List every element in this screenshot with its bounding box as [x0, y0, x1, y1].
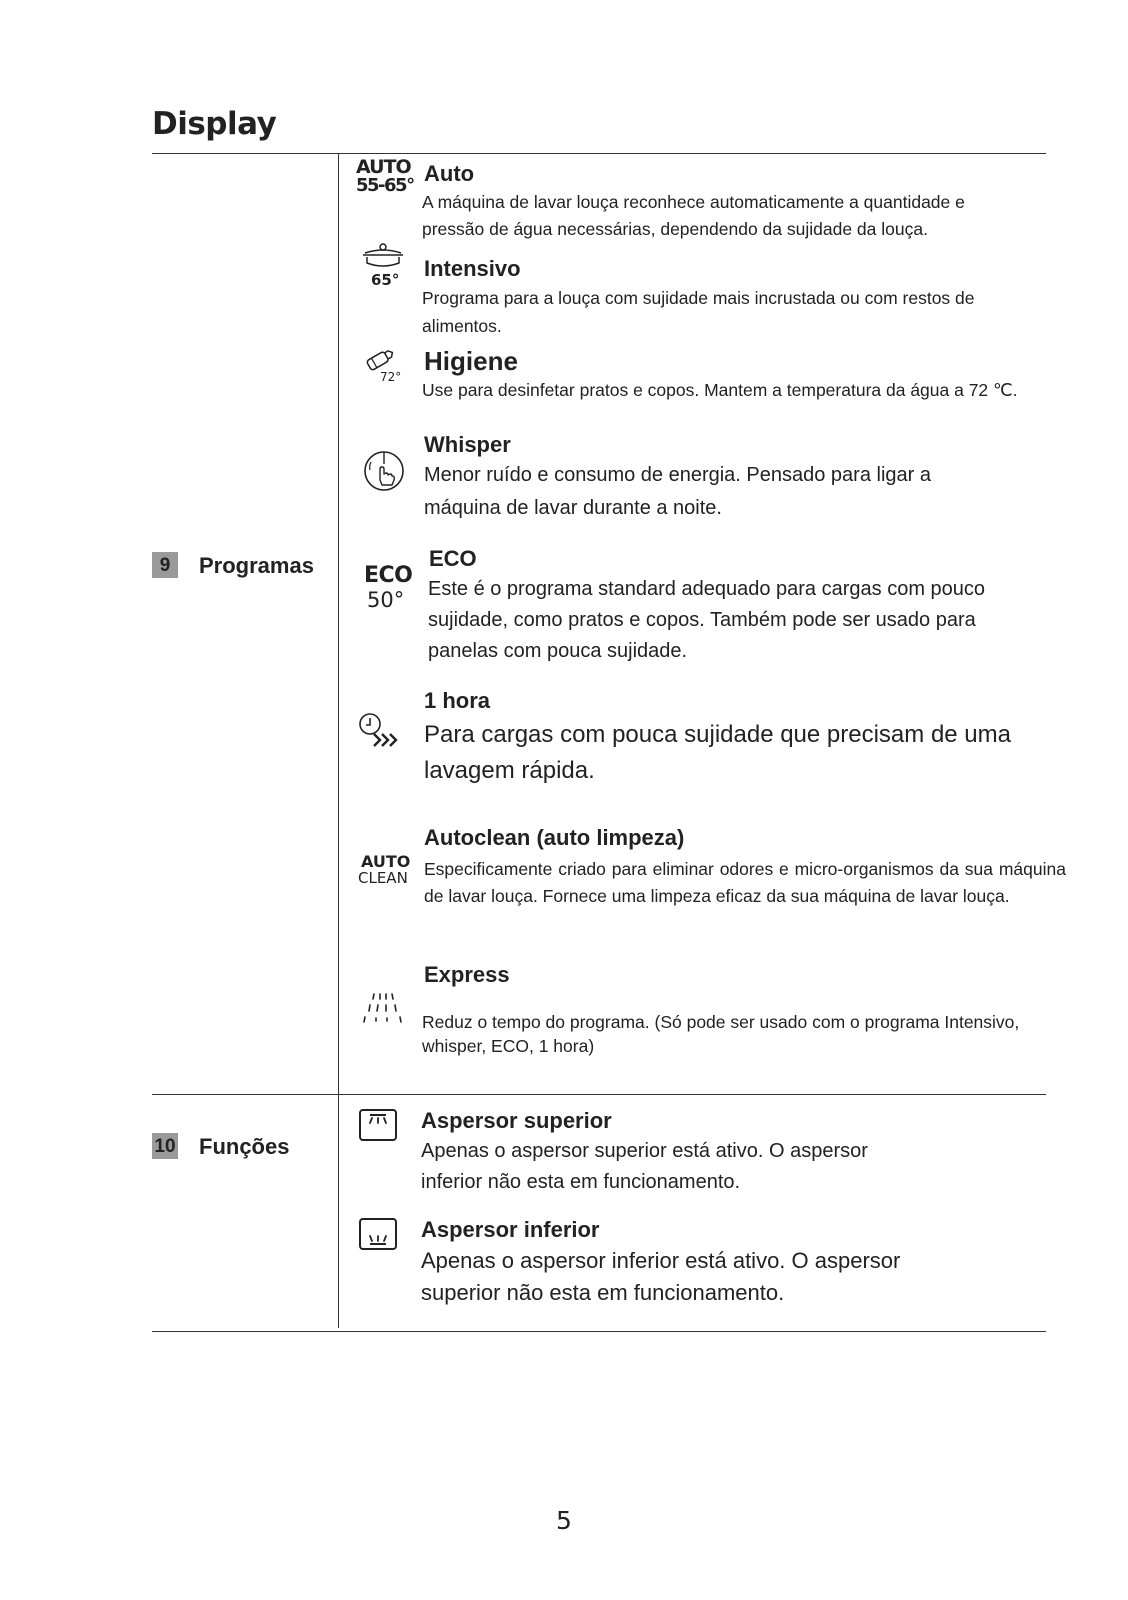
program-item: [424, 825, 1066, 910]
auto-55-65-icon: [356, 158, 414, 195]
program-title: 1 hora: [424, 688, 491, 713]
clock-fast-icon: [358, 712, 408, 757]
icon-label: ECO: [364, 563, 413, 588]
program-item: [428, 546, 1058, 667]
icon-label: 72°: [380, 370, 402, 384]
section-number-badge: 10: [152, 1133, 178, 1159]
section-title: Funções: [199, 1134, 290, 1159]
section-number-badge: 9: [152, 552, 178, 578]
program-item: [424, 256, 1058, 340]
icon-label: CLEAN: [358, 869, 408, 887]
program-title: Auto: [424, 161, 475, 186]
icon-label: AUTO: [361, 852, 411, 871]
divider-middle: [152, 1094, 1046, 1095]
program-title: Express: [424, 962, 510, 987]
lower-spray-arm-icon: [358, 1217, 398, 1258]
function-description: Apenas o aspersor inferior está ativo. O aspersor superior não esta em funcionamento.: [421, 1248, 901, 1305]
function-item: [421, 1108, 1058, 1198]
program-item: [424, 432, 1058, 525]
upper-spray-arm-icon: [358, 1108, 398, 1149]
program-description: A máquina de lavar louça reconhece automaticamente a quantidade e pressão de água necessárias, dependendo da sujidade da louça.: [422, 192, 965, 239]
function-title: Aspersor superior: [421, 1108, 612, 1133]
function-item: [421, 1217, 1058, 1309]
program-description: Use para desinfetar pratos e copos. Mantem a temperatura da água a 72 ℃.: [422, 380, 1018, 400]
page-title: Display: [152, 106, 277, 142]
program-title: ECO: [429, 546, 477, 571]
program-title: Intensivo: [424, 256, 521, 281]
program-title: Autoclean (auto limpeza): [424, 825, 685, 850]
program-item: [424, 346, 1058, 403]
eco-50-icon: [364, 565, 412, 611]
icon-label: 50°: [367, 588, 405, 612]
page-number: 5: [556, 1506, 572, 1535]
section-title: Programas: [199, 553, 314, 578]
program-item: [424, 688, 1058, 789]
program-title: Whisper: [424, 432, 511, 457]
express-spray-icon: [362, 990, 406, 1035]
auto-clean-icon: [358, 854, 410, 886]
column-divider: [338, 153, 339, 1328]
baby-bottle-icon: [363, 346, 407, 382]
divider-top: [152, 153, 1046, 154]
icon-label: 55-65°: [356, 175, 414, 196]
program-title: Higiene: [424, 346, 518, 376]
pot-icon: [361, 243, 405, 291]
program-description: Para cargas com pouca sujidade que precisam de uma lavagem rápida.: [424, 721, 1011, 784]
divider-bottom: [152, 1331, 1046, 1332]
program-item: [424, 962, 1058, 1058]
function-description: Apenas o aspersor superior está ativo. O aspersor inferior não esta em funcionamento.: [421, 1140, 868, 1193]
program-description: Este é o programa standard adequado para cargas com pouco sujidade, como pratos e copos. Também pode ser usado para panelas com pouca sujidade.: [428, 578, 986, 662]
program-description: Especificamente criado para eliminar odores e micro-organismos da sua máquina de lavar louça. Fornece uma limpeza eficaz da sua máquina de lavar louça.: [424, 859, 1066, 906]
program-description: Menor ruído e consumo de energia. Pensado para ligar a máquina de lavar durante a noite.: [424, 464, 931, 519]
program-item: [424, 161, 1058, 243]
function-title: Aspersor inferior: [421, 1217, 600, 1242]
program-description: Reduz o tempo do programa. (Só pode ser usado com o programa Intensivo, whisper, ECO, 1 hora): [422, 1012, 1020, 1056]
icon-label: AUTO: [356, 156, 411, 178]
program-description: Programa para a louça com sujidade mais incrustada ou com restos de alimentos.: [422, 288, 975, 336]
whisper-hand-icon: [363, 450, 405, 497]
icon-label: 65°: [371, 271, 400, 289]
